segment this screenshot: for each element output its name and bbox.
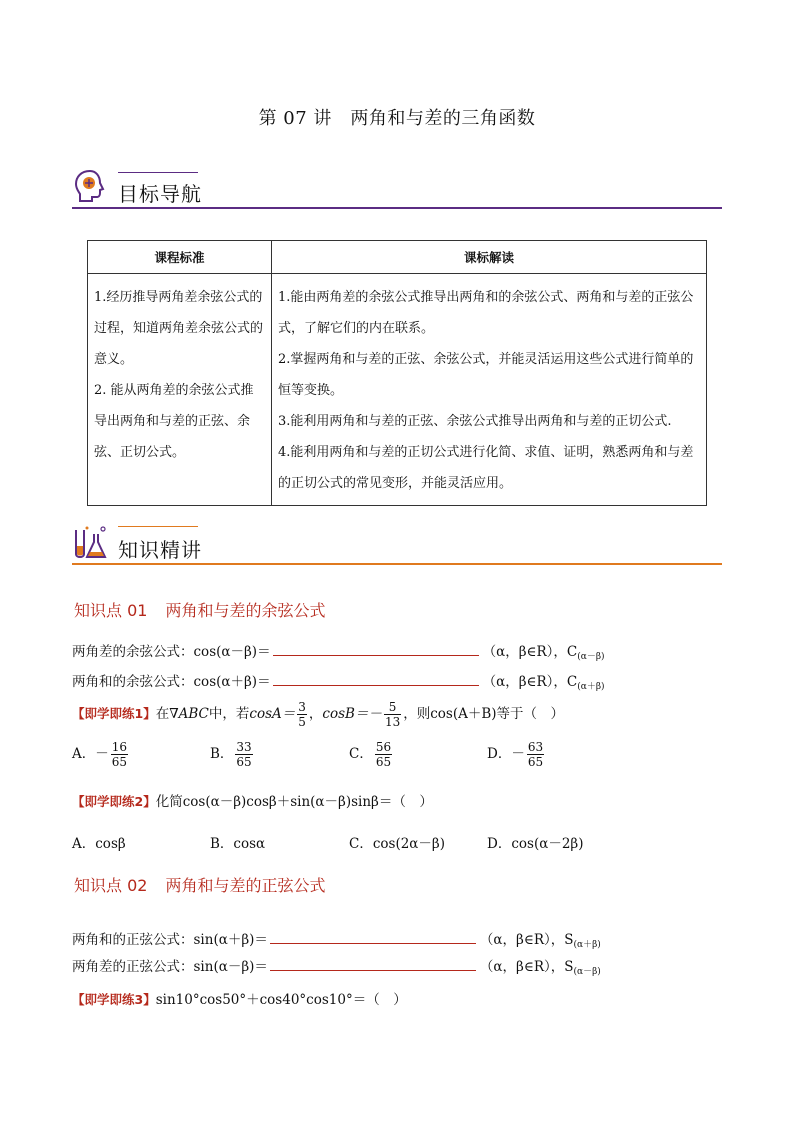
formula-line: 两角和的正弦公式：sin(α＋β)＝ （α，β∈R），$S_{(\alpha+\beta)}$ (72, 932, 601, 950)
knowledge-point-heading: 知识点 01 两角和与差的余弦公式 (74, 601, 326, 620)
knowledge-point-heading: 知识点 02 两角和与差的正弦公式 (74, 876, 326, 895)
section-rule-top (118, 526, 198, 527)
section-rule (72, 207, 722, 209)
curriculum-table (87, 240, 707, 506)
exercise-1: 【即学即练1】在∇ABC中，若cosA＝ $\frac{3}{5}$ ，cosB＝－ $\frac{5}{13}$ ，则cos(A＋B)等于（ ） (72, 700, 565, 729)
exercise-2: 【即学即练2】化简cos(α－β)cosβ＋sin(α－β)sinβ＝（ ） (72, 794, 433, 810)
answer-blank[interactable] (273, 673, 479, 686)
fraction: $\frac{5}{13}$ (384, 700, 401, 729)
table-header: 课标解读 (272, 241, 707, 274)
answer-blank[interactable] (270, 931, 476, 944)
brain-icon (72, 168, 108, 204)
table-cell-standard: 1.经历推导两角差余弦公式的过程，知道两角差余弦公式的意义。 2. 能从两角差的余弦公式推导出两角和与差的正弦、余弦、正切公式。 (88, 274, 272, 506)
section-title-knowledge: 知识精讲 (118, 538, 202, 562)
formula-line: 两角差的余弦公式：cos(α－β)＝ （α，β∈R），$C_{(\alpha-\beta)}$ (72, 644, 605, 662)
section-rule (72, 563, 722, 565)
table-header: 课程标准 (88, 241, 272, 274)
section-rule-top (118, 172, 198, 173)
page-title: 第 07 讲 两角和与差的三角函数 (258, 108, 536, 129)
fraction: $\frac{3}{5}$ (298, 700, 306, 729)
answer-blank[interactable] (273, 643, 479, 656)
option-a[interactable]: A．－ $\frac{16}{65}$ (72, 740, 128, 769)
table-cell-interpretation: 1.能由两角差的余弦公式推导出两角和的余弦公式、两角和与差的正弦公式，了解它们的内在联系。 2.掌握两角和与差的正弦、余弦公式，并能灵活运用这些公式进行简单的恒等变换。 3.能利用两角和与差的正弦、余弦公式推导出两角和与差的正切公式. 4.能利用两角和与差的正切公式进行化简、求值、证明，熟悉两角和与差的正切公式的常见变形，并能灵活应用。 (272, 274, 707, 506)
section-title-goal: 目标导航 (118, 182, 202, 206)
option-d[interactable]: D．cos(α－2β) (487, 836, 584, 852)
option-b[interactable]: B．cosα (210, 836, 266, 852)
option-c[interactable]: C． $\frac{56}{65}$ (349, 740, 392, 769)
option-c[interactable]: C．cos(2α－β) (349, 836, 445, 852)
option-a[interactable]: A．cosβ (72, 836, 126, 852)
exercise-3: 【即学即练3】sin10°cos50°＋cos40°cos10°＝（ ） (72, 992, 407, 1008)
formula-line: 两角和的余弦公式：cos(α＋β)＝ （α，β∈R），$C_{(\alpha+\beta)}$ (72, 674, 605, 692)
formula-line: 两角差的正弦公式：sin(α－β)＝ （α，β∈R），$S_{(\alpha-\beta)}$ (72, 959, 601, 977)
answer-blank[interactable] (270, 958, 476, 971)
option-b[interactable]: B． $\frac{33}{65}$ (210, 740, 252, 769)
flask-icon (70, 524, 110, 562)
option-d[interactable]: D．－ $\frac{63}{65}$ (487, 740, 544, 769)
